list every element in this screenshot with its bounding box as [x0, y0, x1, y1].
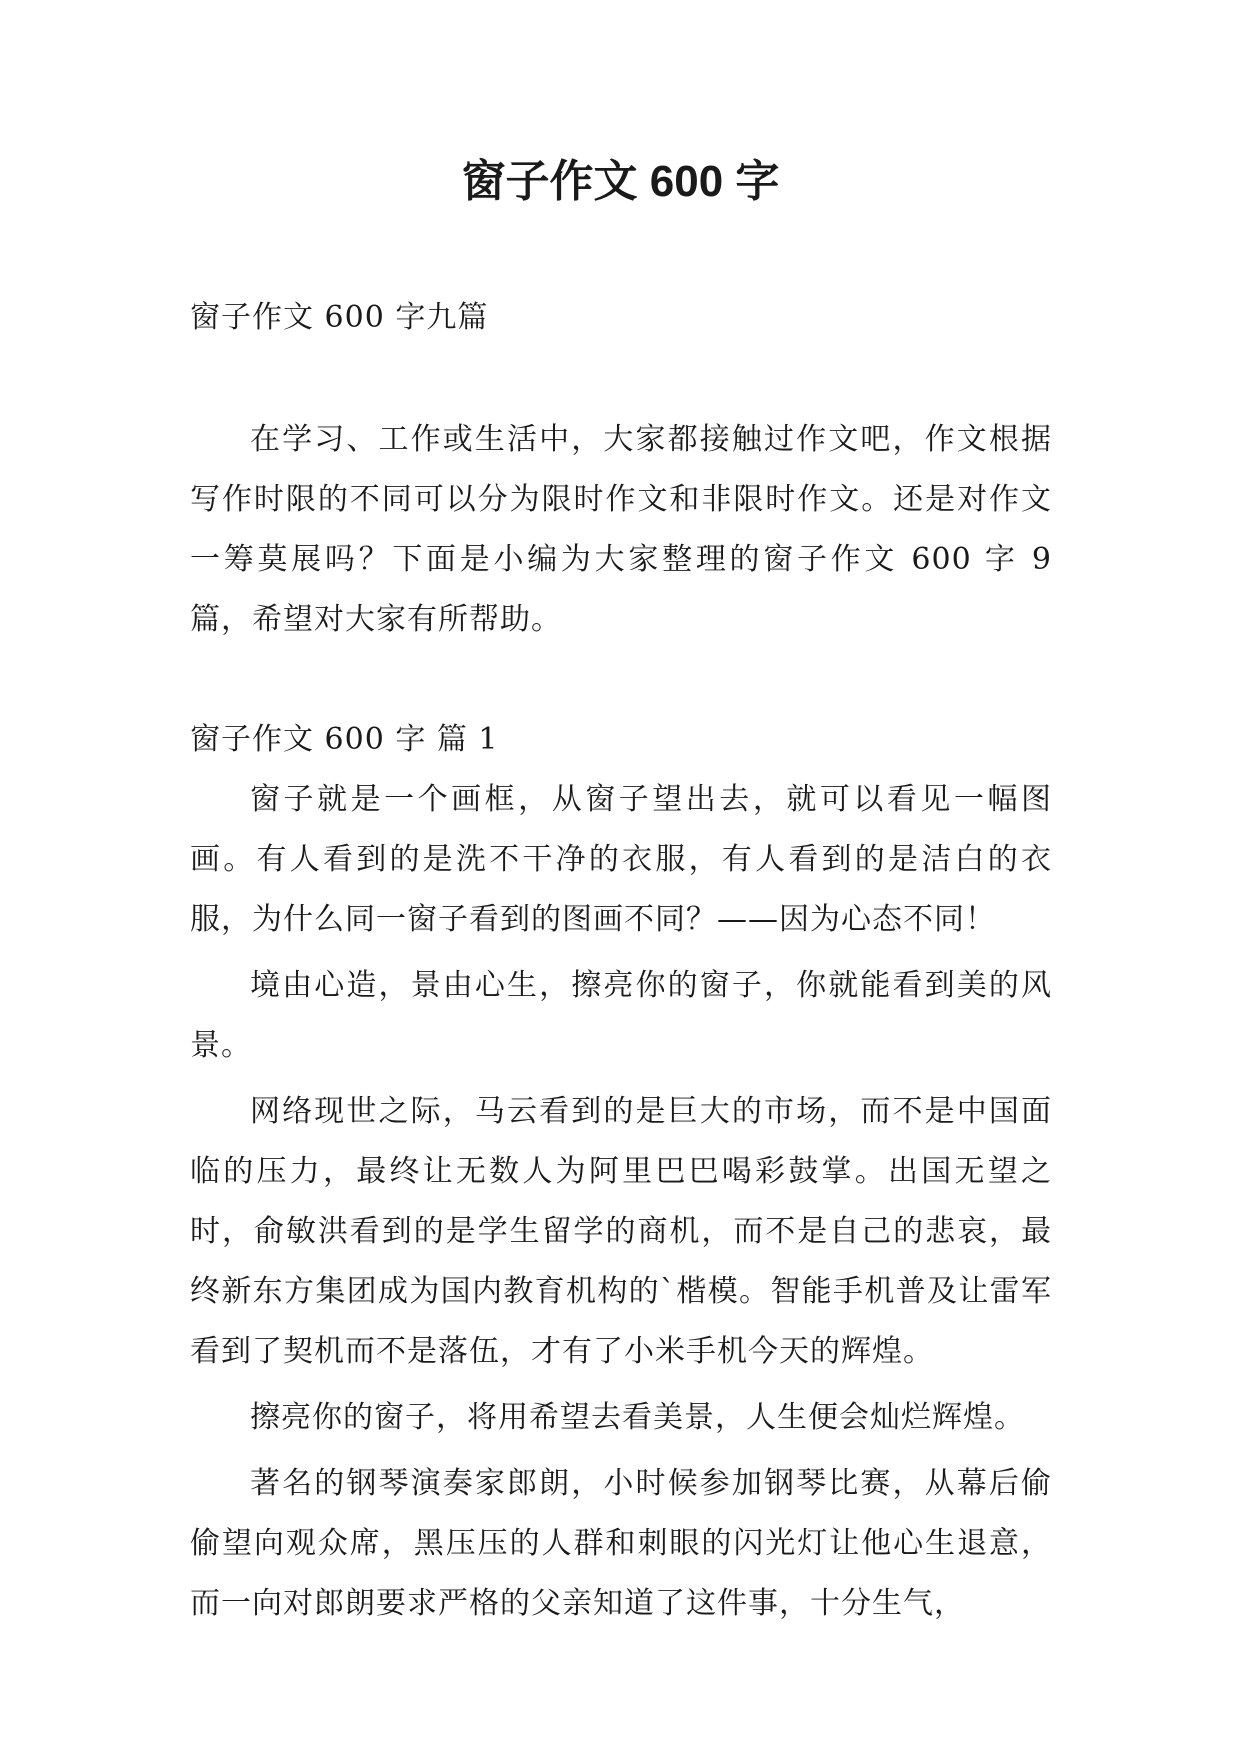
document-subtitle: 窗子作文 600 字九篇	[190, 300, 489, 335]
body-paragraph: 窗子就是一个画框，从窗子望出去，就可以看见一幅图画。有人看到的是洗不干净的衣服，有人看到的是洁白的衣服，为什么同一窗子看到的图画不同？——因为心态不同！	[190, 782, 1052, 937]
document-title: 窗子作文 600 字	[461, 157, 780, 206]
document-body	[190, 288, 1052, 1634]
section-heading: 窗子作文 600 字 篇 1	[190, 722, 499, 757]
body-paragraph: 擦亮你的窗子，将用希望去看美景，人生便会灿烂辉煌。	[250, 1400, 1025, 1435]
intro-paragraph: 在学习、工作或生活中，大家都接触过作文吧，作文根据写作时限的不同可以分为限时作文和非限时作文。还是对作文一筹莫展吗？下面是小编为大家整理的窗子作文 600 字 9 篇，希望对大家有所帮助。	[190, 422, 1052, 637]
body-paragraph: 境由心造，景由心生，擦亮你的窗子，你就能看到美的风景。	[190, 968, 1052, 1063]
body-paragraph: 网络现世之际，马云看到的是巨大的市场，而不是中国面临的压力，最终让无数人为阿里巴巴喝彩鼓掌。出国无望之时，俞敏洪看到的是学生留学的商机，而不是自己的悲哀，最终新东方集团成为国内教育机构的`楷模。智能手机普及让雷军看到了契机而不是落伍，才有了小米手机今天的辉煌。	[190, 1094, 1052, 1369]
body-paragraph: 著名的钢琴演奏家郎朗，小时候参加钢琴比赛，从幕后偷偷望向观众席，黑压压的人群和刺眼的闪光灯让他心生退意，而一向对郎朗要求严格的父亲知道了这件事，十分生气，	[190, 1466, 1052, 1621]
